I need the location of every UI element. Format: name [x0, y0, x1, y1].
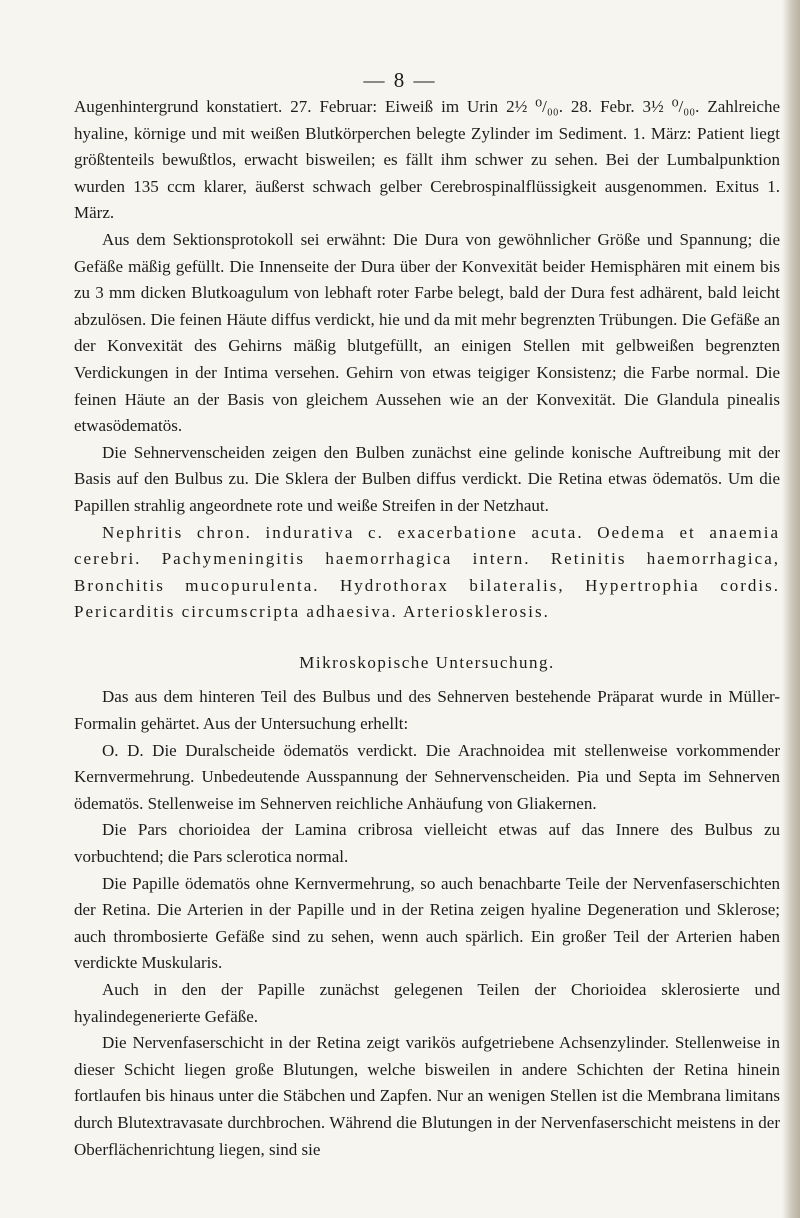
paragraph-dural-sheath: O. D. Die Duralscheide ödematös verdickt. Die Arachnoidea mit stellenweise vorkommender Kernvermehrung. Unbedeutende Ausspannung der Sehnervenscheiden. Pia und Septa im Sehnerven ödematös. Stellenweise im Sehnerven reichliche Anhäufung von Gliakernen.: [74, 740, 780, 813]
page-number-header: — 8 —: [363, 68, 437, 92]
paragraph-lamina-cribrosa: Die Pars chorioidea der Lamina cribrosa vielleicht etwas auf das Innere des Bulbus zu vorbuchtend; die Pars sclerotica normal.: [74, 820, 780, 867]
paragraph-case-continuation: Augenhintergrund konstatiert. 27. Februar: Eiweiß im Urin 2½ ⁰/₀₀. 28. Febr. 3½ ⁰/₀₀. Zahlreiche hyaline, körnige und mit weißen Blutkörperchen belegte Zylinder im Sediment. 1. März: Patient liegt größtenteils bewußtlos, erwacht bisweilen; es fällt ihm schwer zu sehen. Bei der Lumbalpunktion wurden 135 ccm klarer, äußerst schwach gelber Cerebrospinalflüssigkeit ausgenommen. Exitus 1. März.: [74, 97, 780, 223]
paragraph-papilla: Die Papille ödematös ohne Kernvermehrung, so auch benachbarte Teile der Nervenfaserschichten der Retina. Die Arterien in der Papille und in der Retina zeigen hyaline Degeneration und Sklerose; auch thrombosierte Gefäße sind zu sehen, wenn auch spärlich. Ein großer Teil der Arterien haben verdickte Muskularis.: [74, 873, 780, 973]
paragraph-optic-nerve-sheaths: Die Sehnervenscheiden zeigen den Bulben zunächst eine gelinde konische Auftreibung mit der Basis auf den Bulbus zu. Die Sklera der Bulben diffus verdickt. Die Retina etwas ödematös. Um die Papillen strahlig angeordnete rote und weiße Streifen in der Netzhaut.: [74, 442, 780, 515]
paragraph-chorioidea: Auch in den der Papille zunächst gelegenen Teilen der Chorioidea sklerosierte und hyalindegenerierte Gefäße.: [74, 980, 780, 1026]
page-edge-shadow: [782, 0, 800, 1218]
paragraph-preparation: Das aus dem hinteren Teil des Bulbus und des Sehnerven bestehende Präparat wurde in Müller-Formalin gehärtet. Aus der Untersuchung erhellt:: [74, 687, 780, 734]
paragraph-nerve-fiber-layer: Die Nervenfaserschicht in der Retina zeigt varikös aufgetriebene Achsenzylinder. Stellenweise in dieser Schicht liegen große Blutungen, welche bisweilen in andere Schichten der Retina hinein fortlaufen bis hinaus unter die Stäbchen und Zapfen. Nur an wenigen Stellen ist die Membrana limitans durch Blutextravasate durchbrochen. Während die Blutungen in der Nervenfaserschicht meistens in der Oberflächenrichtung liegen, sind sie: [74, 1033, 780, 1159]
paragraph-autopsy-protocol: Aus dem Sektionsprotokoll sei erwähnt: Die Dura von gewöhnlicher Größe und Spannung; die Gefäße mäßig gefüllt. Die Innenseite der Dura über der Konvexität beider Hemisphären mit einem bis zu 3 mm dicken Blutkoagulum von lebhaft roter Farbe belegt, bald der Dura fest adhärent, bald leicht abzulösen. Die feinen Häute diffus verdickt, hie und da mit mehr begrenzten Trübungen. Die Gefäße an der Konvexität des Gehirns mäßig blutgefüllt, an einigen Stellen mit gelbweißen begrenzten Verdickungen in der Intima versehen. Gehirn von etwas teigiger Konsistenz; die Farbe normal. Die feinen Häute an der Basis von gleichem Aussehen wie an der Konvexität. Die Glandula pinealis etwasödematös.: [74, 229, 780, 436]
paragraph-diagnosis: Nephritis chron. indurativa c. exacerbatione acuta. Oedema et anaemia cerebri. Pachymeningitis haemorrhagica intern. Retinitis haemorrhagica, Bronchitis mucopurulenta. Hydrothorax bilateralis, Hypertrophia cordis. Pericarditis circumscripta adhaesiva. Arteriosklerosis.: [74, 522, 780, 622]
section-heading-microscopy: Mikroskopische Untersuchung.: [299, 652, 555, 672]
body-text: [74, 94, 780, 1163]
